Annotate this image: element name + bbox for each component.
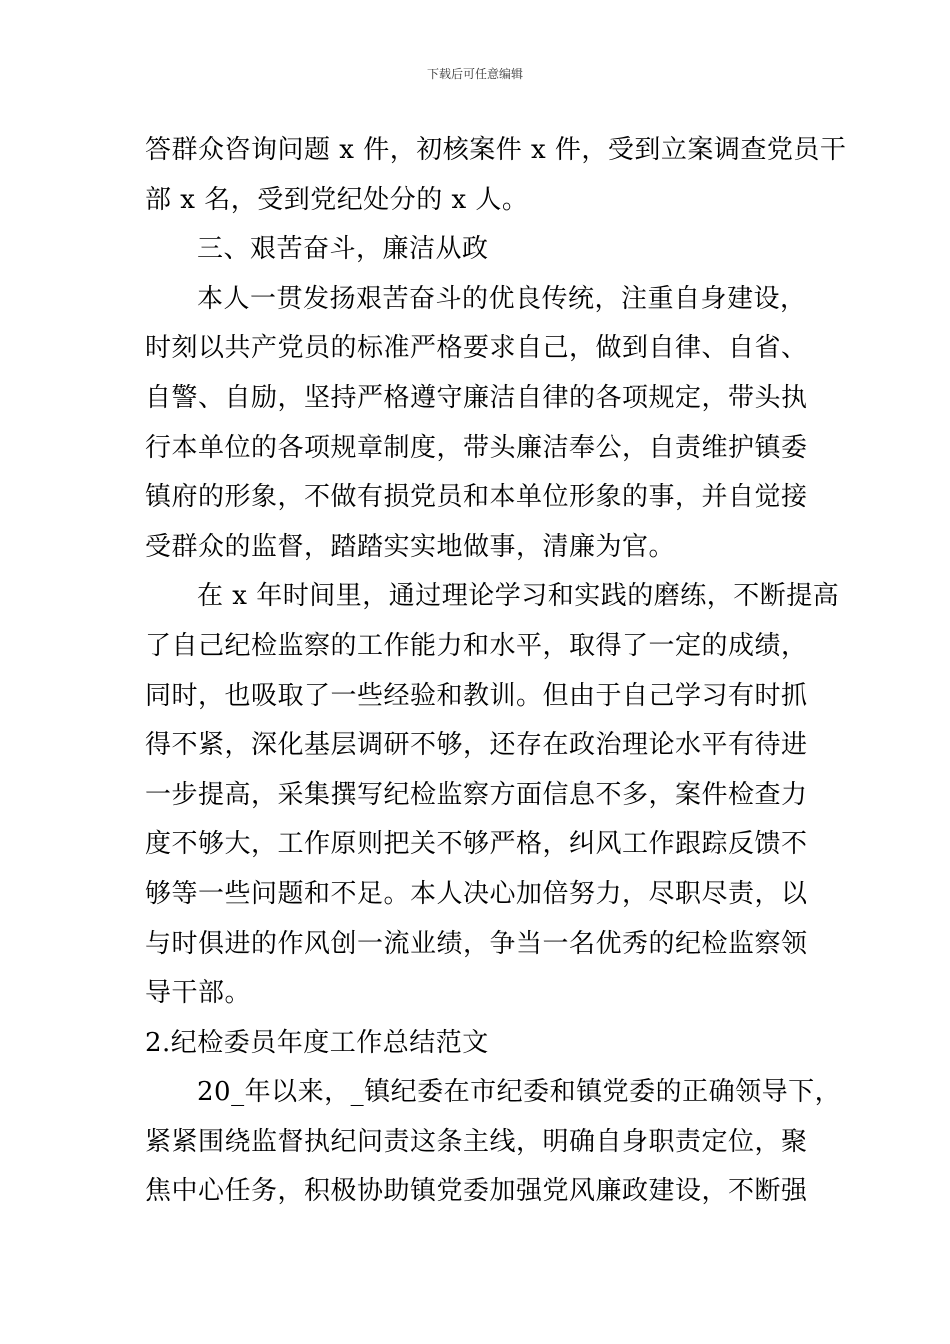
text-line: 度不够大，工作原则把关不够严格，纠风工作跟踪反馈不 [145,829,808,860]
text-line: 导干部。 [145,978,252,1009]
text-line: 焦中心任务，积极协助镇党委加强党风廉政建设，不断强 [145,1176,808,1207]
text-line: 在 x 年时间里，通过理论学习和实践的磨练，不断提高 [197,581,840,612]
text-line: 了自己纪检监察的工作能力和水平，取得了一定的成绩， [145,630,808,661]
text-line: 得不紧，深化基层调研不够，还存在政治理论水平有待进 [145,730,808,761]
text-line: 受群众的监督，踏踏实实地做事，清廉为官。 [145,531,676,562]
text-line: 同时，也吸取了一些经验和教训。但由于自己学习有时抓 [145,680,808,711]
text-line: 一步提高，采集撰写纪检监察方面信息不多，案件检查力 [145,779,808,810]
text-line: 本人一贯发扬艰苦奋斗的优良传统，注重自身建设， [197,283,807,314]
text-line: 够等一些问题和不足。本人决心加倍努力，尽职尽责，以 [145,878,808,909]
text-line: 紧紧围绕监督执纪问责这条主线，明确自身职责定位，聚 [145,1126,808,1157]
text-line: 部 x 名，受到党纪处分的 x 人。 [145,184,529,215]
text-line: 与时俱进的作风创一流业绩，争当一名优秀的纪检监察领 [145,928,808,959]
text-line: 20_年以来，_镇纪委在市纪委和镇党委的正确领导下， [197,1077,842,1108]
text-line: 2.纪检委员年度工作总结范文 [145,1027,489,1058]
document-body [145,126,847,1217]
text-line: 镇府的形象，不做有损党员和本单位形象的事，并自觉接 [145,482,808,513]
text-line: 答群众咨询问题 x 件，初核案件 x 件，受到立案调查党员干 [145,135,847,165]
text-line: 三、艰苦奋斗，廉洁从政 [197,234,489,265]
text-line: 时刻以共产党员的标准严格要求自己，做到自律、自省、 [145,333,808,364]
text-line: 行本单位的各项规章制度，带头廉洁奉公，自责维护镇委 [145,432,808,463]
page-header-note: 下载后可任意编辑 [426,67,523,81]
text-line: 自警、自励，坚持严格遵守廉洁自律的各项规定，带头执 [145,382,808,413]
